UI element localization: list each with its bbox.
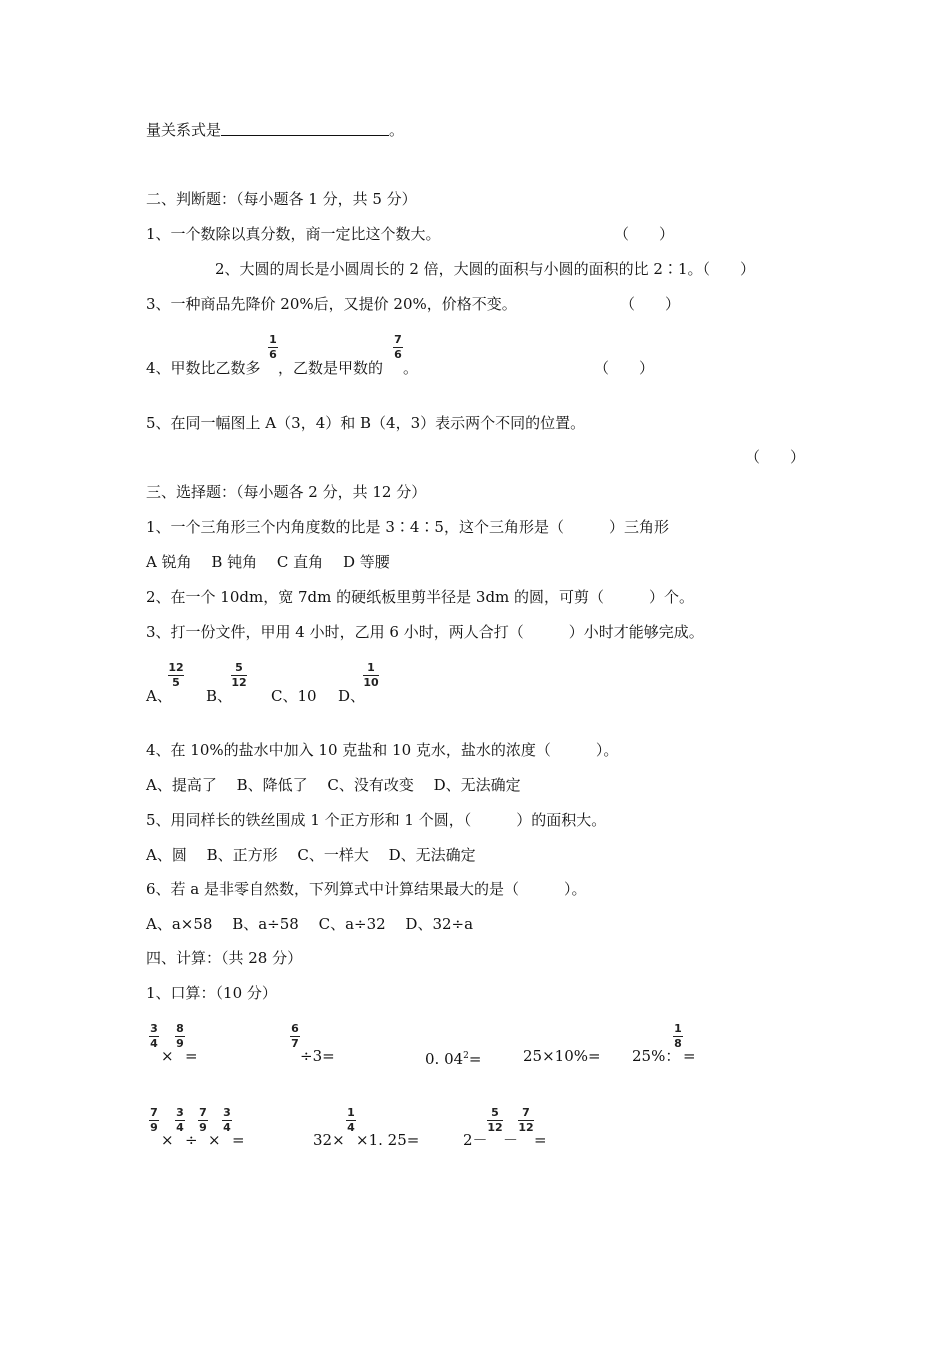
s2-q5-answer-paren[interactable]: （ ） — [745, 448, 806, 466]
s3-question-1: 1、一个三角形三个内角度数的比是 3∶4∶5，这个三角形是（ ）三角形 — [146, 518, 669, 536]
s3-question-5: 5、用同样长的铁丝围成 1 个正方形和 1 个圆，（ ）的面积大。 — [146, 811, 607, 829]
s3-question-4: 4、在 10%的盐水中加入 10 克盐和 10 克水，盐水的浓度（ ）。 — [146, 741, 619, 759]
fraction-denominator: 10 — [363, 676, 379, 689]
fraction-numerator: 1 — [367, 661, 375, 674]
s3-q3-option-a: A、 — [146, 687, 172, 705]
fraction — [363, 662, 379, 689]
s3-q3-option-d: D、 — [338, 687, 366, 705]
fraction — [393, 334, 403, 361]
s2-q3-answer-paren[interactable]: （ ） — [620, 295, 681, 313]
fraction — [149, 1023, 159, 1050]
fraction-numerator: 8 — [176, 1022, 184, 1035]
expression-4: 25×10%= — [523, 1047, 601, 1065]
fraction-denominator: 4 — [150, 1037, 158, 1050]
fraction-denominator: 9 — [176, 1037, 184, 1050]
s3-q6-options: A、a×58 B、a÷58 C、a÷32 D、32÷a — [146, 915, 474, 933]
s3-q4-options: A、提高了 B、降低了 C、没有改变 D、无法确定 — [146, 776, 521, 794]
fraction-denominator: 9 — [199, 1121, 207, 1134]
answer-blank[interactable] — [221, 120, 389, 136]
relation-line — [146, 120, 404, 140]
fraction — [346, 1107, 356, 1134]
s3-question-3: 3、打一份文件，甲用 4 小时，乙用 6 小时，两人合打（ ）小时才能够完成。 — [146, 623, 704, 641]
equals: = — [185, 1047, 198, 1065]
fraction-numerator: 6 — [291, 1022, 299, 1035]
s2-q1-answer-paren[interactable]: （ ） — [614, 225, 675, 243]
fraction-numerator: 1 — [674, 1022, 682, 1035]
fraction-numerator: 3 — [176, 1106, 184, 1119]
fraction — [222, 1107, 232, 1134]
fraction-denominator: 4 — [347, 1121, 355, 1134]
fraction — [673, 1023, 683, 1050]
fraction — [290, 1023, 300, 1050]
fraction-numerator: 12 — [168, 661, 184, 674]
fraction — [175, 1023, 185, 1050]
fraction-denominator: 9 — [150, 1121, 158, 1134]
s2-question-1: 1、一个数除以真分数，商一定比这个数大。 — [146, 225, 441, 243]
expression-3-prefix: 2－ — [463, 1131, 488, 1149]
fraction-numerator: 7 — [199, 1106, 207, 1119]
fraction-denominator: 5 — [172, 676, 180, 689]
s2-q4-part-a: 4、甲数比乙数多 — [146, 359, 261, 377]
expression-3-base: 0. 04 — [425, 1050, 464, 1068]
expression-5-prefix: 25%： — [632, 1047, 681, 1065]
operator: × — [161, 1047, 174, 1065]
fraction-denominator: 12 — [487, 1121, 503, 1134]
fraction — [198, 1107, 208, 1134]
fraction-numerator: 3 — [223, 1106, 231, 1119]
fraction-denominator: 12 — [518, 1121, 534, 1134]
fraction-denominator: 7 — [291, 1037, 299, 1050]
s3-q3-option-b: B、 — [206, 687, 233, 705]
s2-q4-answer-paren[interactable]: （ ） — [594, 359, 655, 377]
fraction-numerator: 7 — [394, 333, 402, 346]
fraction — [231, 662, 247, 689]
expression-2-prefix: 32× — [313, 1131, 345, 1149]
fraction-denominator: 12 — [231, 676, 247, 689]
fraction-denominator: 6 — [269, 348, 277, 361]
s3-question-2: 2、在一个 10dm，宽 7dm 的硬纸板里剪半径是 3dm 的圆，可剪（ ）个。 — [146, 588, 695, 606]
fraction-numerator: 1 — [269, 333, 277, 346]
section-2-title: 二、判断题：（每小题各 1 分，共 5 分） — [146, 190, 417, 208]
s4-subtitle-oral: 1、口算：（10 分） — [146, 984, 277, 1002]
expression-3 — [425, 1046, 481, 1069]
s2-question-3: 3、一种商品先降价 20%后，又提价 20%，价格不变。 — [146, 295, 517, 313]
fraction-denominator: 4 — [223, 1121, 231, 1134]
operator: － — [503, 1131, 519, 1149]
fraction-denominator: 4 — [176, 1121, 184, 1134]
s3-q1-options: A 锐角 B 钝角 C 直角 D 等腰 — [146, 553, 390, 571]
s2-q4-part-c: 。 — [403, 359, 419, 377]
operator: ÷ — [185, 1131, 198, 1149]
expression-2-rest: ÷3= — [300, 1047, 335, 1065]
s3-q3-option-c: C、10 — [271, 687, 317, 705]
fraction-denominator: 6 — [394, 348, 402, 361]
s3-q5-options: A、圆 B、正方形 C、一样大 D、无法确定 — [146, 846, 476, 864]
equals: = — [683, 1047, 696, 1065]
fraction-numerator: 7 — [522, 1106, 530, 1119]
fraction — [175, 1107, 185, 1134]
section-4-title: 四、计算：（共 28 分） — [146, 949, 303, 967]
expression-2-suffix: ×1. 25= — [356, 1131, 420, 1149]
fraction-numerator: 5 — [491, 1106, 499, 1119]
s3-question-6: 6、若 a 是非零自然数，下列算式中计算结果最大的是（ ）。 — [146, 880, 587, 898]
relation-suffix: 。 — [389, 121, 405, 139]
s2-q4-part-b: ，乙数是甲数的 — [278, 359, 384, 377]
equals: = — [534, 1131, 547, 1149]
s2-question-5: 5、在同一幅图上 A（3，4）和 B（4，3）表示两个不同的位置。 — [146, 414, 586, 432]
fraction — [518, 1107, 534, 1134]
exponent: 2 — [463, 1051, 469, 1061]
fraction-numerator: 5 — [235, 661, 243, 674]
section-3-title: 三、选择题：（每小题各 2 分，共 12 分） — [146, 483, 427, 501]
fraction-numerator: 1 — [347, 1106, 355, 1119]
fraction — [168, 662, 184, 689]
fraction-numerator: 3 — [150, 1022, 158, 1035]
s2-question-2: 2、大圆的周长是小圆周长的 2 倍，大圆的面积与小圆的面积的比 2∶1。（ ） — [215, 260, 755, 278]
operator: × — [161, 1131, 174, 1149]
relation-prefix: 量关系式是 — [146, 121, 222, 139]
fraction — [487, 1107, 503, 1134]
equals: = — [232, 1131, 245, 1149]
fraction — [149, 1107, 159, 1134]
fraction-denominator: 8 — [674, 1037, 682, 1050]
equals: = — [468, 1050, 482, 1068]
fraction — [268, 334, 278, 361]
fraction-numerator: 7 — [150, 1106, 158, 1119]
operator: × — [208, 1131, 221, 1149]
